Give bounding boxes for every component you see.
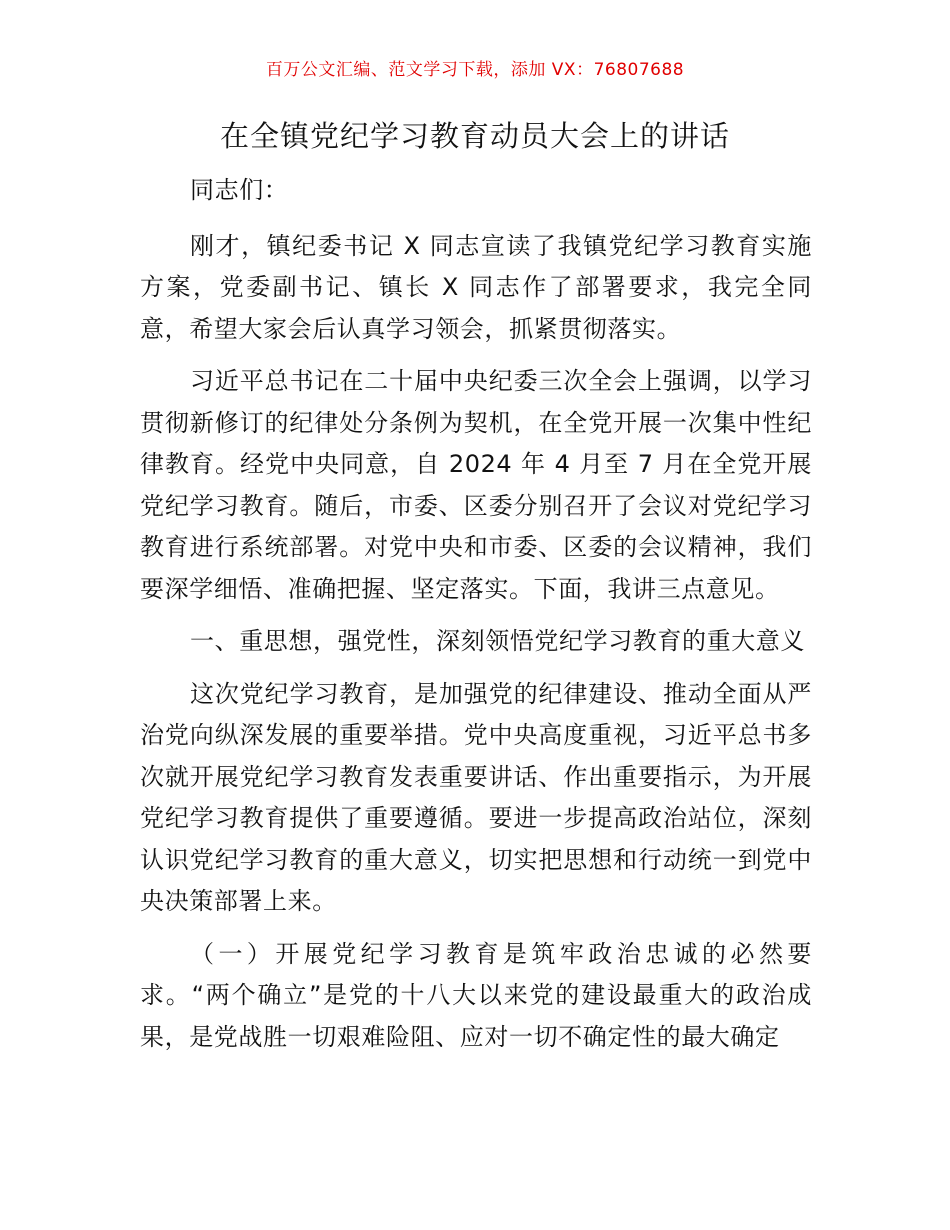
subsection-1: （一）开展党纪学习教育是筑牢政治忠诚的必然要求。“两个确立”是党的十八大以来党的建设最重大的政治成果，是党战胜一切艰难险阻、应对一切不确定性的最大确定 xyxy=(140,939,812,1051)
watermark-banner: 百万公文汇编、范文学习下载，添加 VX：76807688 xyxy=(265,60,685,80)
paragraph-1: 刚才，镇纪委书记 X 同志宣读了我镇党纪学习教育实施方案，党委副书记、镇长 X 同志作了部署要求，我完全同意，希望大家会后认真学习领会，抓紧贯彻落实。 xyxy=(140,231,812,343)
section-heading-1: 一、重思想，强党性，深刻领悟党纪学习教育的重大意义 xyxy=(190,627,805,655)
salutation: 同志们： xyxy=(190,176,289,204)
paragraph-2: 习近平总书记在二十届中央纪委三次全会上强调，以学习贯彻新修订的纪律处分条例为契机，在全党开展一次集中性纪律教育。经党中央同意，自 2024 年 4 月至 7 月在全党开展党纪学习教育。随后，市委、区委分别召开了会议对党纪学习教育进行系统部署。对党中央和市委、区委的会议精神，我们要深学细悟、准确把握、坚定落实。下面，我讲三点意见。 xyxy=(140,367,812,603)
document-body xyxy=(140,170,812,1069)
document-title: 在全镇党纪学习教育动员大会上的讲话 xyxy=(219,119,730,153)
paragraph-3: 这次党纪学习教育，是加强党的纪律建设、推动全面从严治党向纵深发展的重要举措。党中央高度重视，习近平总书多次就开展党纪学习教育发表重要讲话、作出重要指示，为开展党纪学习教育提供了重要遵循。要进一步提高政治站位，深刻认识党纪学习教育的重大意义，切实把思想和行动统一到党中央决策部署上来。 xyxy=(140,679,812,915)
